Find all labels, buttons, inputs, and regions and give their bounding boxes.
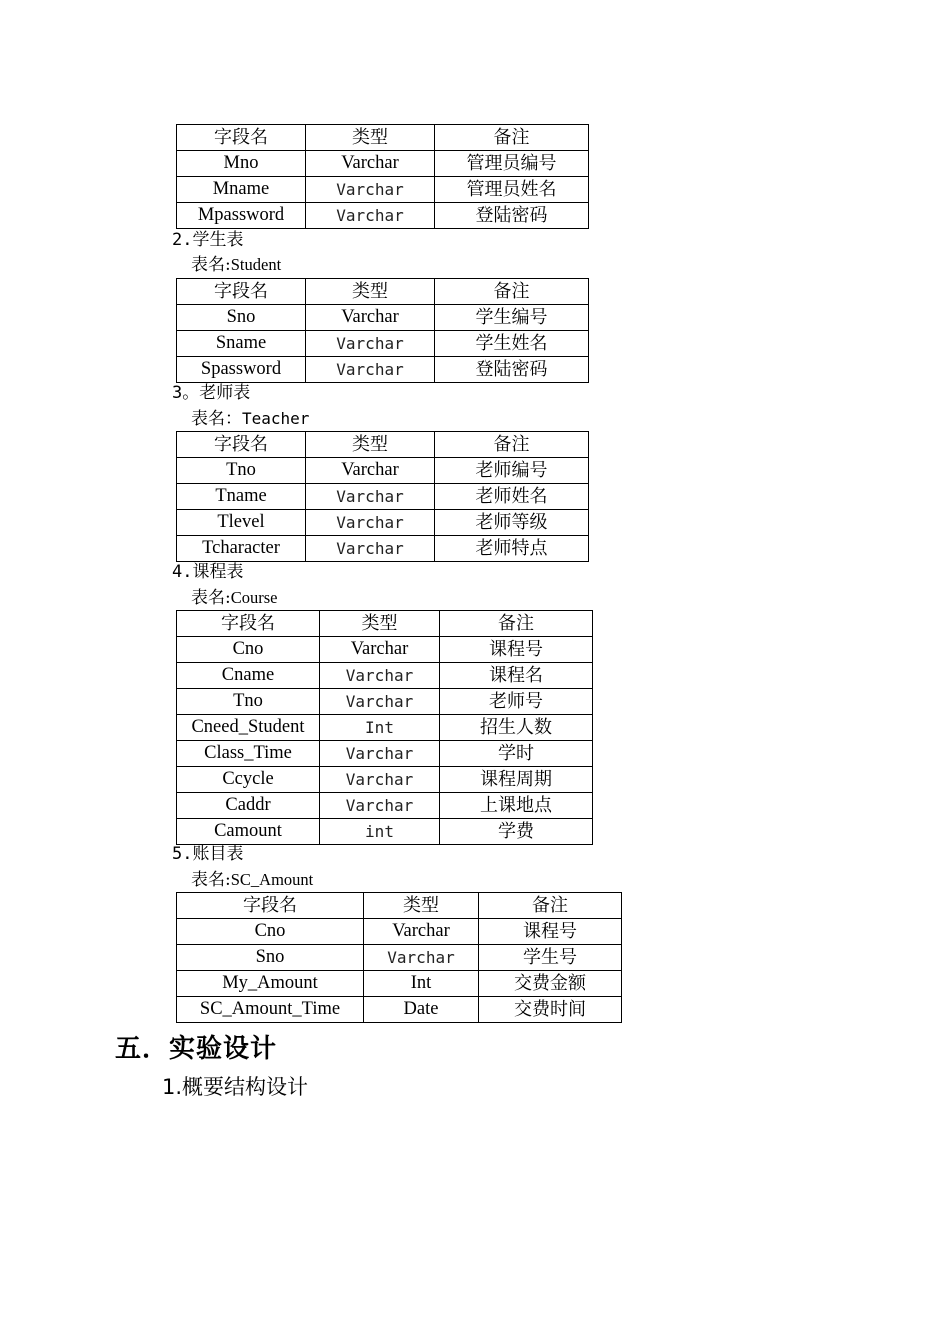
header-remark: 备注 <box>435 432 589 458</box>
header-type: 类型 <box>306 432 435 458</box>
type-cell: Varchar <box>320 637 440 663</box>
table-name-value: SC_Amount <box>230 870 314 889</box>
type-cell: Varchar <box>364 919 479 945</box>
section-title-student: 2.学生表 <box>172 230 244 250</box>
field-name-cell: Tlevel <box>177 510 306 536</box>
field-name-cell: Cno <box>177 919 364 945</box>
type-cell: Date <box>364 997 479 1023</box>
header-remark: 备注 <box>479 893 622 919</box>
header-field-name: 字段名 <box>177 125 306 151</box>
header-remark: 备注 <box>440 611 593 637</box>
section-title-teacher: 3。老师表 <box>172 383 251 403</box>
table-row <box>177 458 589 484</box>
header-remark: 备注 <box>435 125 589 151</box>
remark-cell: 管理员编号 <box>435 151 589 177</box>
remark-cell: 登陆密码 <box>435 357 589 383</box>
type-cell: Varchar <box>320 689 440 715</box>
account-table <box>176 892 622 1023</box>
remark-cell: 登陆密码 <box>435 203 589 229</box>
section-title-course: 4.课程表 <box>172 562 244 582</box>
header-field-name: 字段名 <box>177 432 306 458</box>
table-row <box>177 151 589 177</box>
remark-cell: 学费 <box>440 819 593 845</box>
type-cell: Varchar <box>364 945 479 971</box>
remark-cell: 管理员姓名 <box>435 177 589 203</box>
type-cell: Varchar <box>306 203 435 229</box>
remark-cell: 老师特点 <box>435 536 589 562</box>
table-row <box>177 484 589 510</box>
header-field-name: 字段名 <box>177 611 320 637</box>
teacher-table <box>176 431 589 562</box>
table-row <box>177 203 589 229</box>
table-header-row <box>177 125 589 151</box>
table-name-student <box>191 254 281 276</box>
table-row <box>177 793 593 819</box>
table-row <box>177 971 622 997</box>
table-row <box>177 305 589 331</box>
type-cell: Int <box>320 715 440 741</box>
field-name-cell: Tname <box>177 484 306 510</box>
type-cell: Varchar <box>320 793 440 819</box>
field-name-cell: Cname <box>177 663 320 689</box>
table-header-row <box>177 279 589 305</box>
type-cell: Varchar <box>306 331 435 357</box>
field-name-cell: Tno <box>177 689 320 715</box>
field-name-cell: My_Amount <box>177 971 364 997</box>
table-name-label: 表名: <box>191 588 231 608</box>
header-field-name: 字段名 <box>177 279 306 305</box>
table-row <box>177 510 589 536</box>
type-cell: Varchar <box>320 767 440 793</box>
remark-cell: 老师等级 <box>435 510 589 536</box>
remark-cell: 老师号 <box>440 689 593 715</box>
table-row <box>177 689 593 715</box>
field-name-cell: Mpassword <box>177 203 306 229</box>
field-name-cell: Class_Time <box>177 741 320 767</box>
table-row <box>177 819 593 845</box>
field-name-cell: Mno <box>177 151 306 177</box>
remark-cell: 交费金额 <box>479 971 622 997</box>
header-type: 类型 <box>306 279 435 305</box>
remark-cell: 招生人数 <box>440 715 593 741</box>
table-name-teacher <box>191 408 309 430</box>
field-name-cell: Tno <box>177 458 306 484</box>
remark-cell: 课程周期 <box>440 767 593 793</box>
type-cell: Varchar <box>306 177 435 203</box>
table-row <box>177 663 593 689</box>
remark-cell: 学生号 <box>479 945 622 971</box>
type-cell: Varchar <box>306 536 435 562</box>
type-cell: Varchar <box>306 458 435 484</box>
remark-cell: 学生姓名 <box>435 331 589 357</box>
table-row <box>177 997 622 1023</box>
table-header-row <box>177 893 622 919</box>
type-cell: Varchar <box>306 305 435 331</box>
table-row <box>177 741 593 767</box>
header-type: 类型 <box>306 125 435 151</box>
remark-cell: 上课地点 <box>440 793 593 819</box>
type-cell: Varchar <box>306 357 435 383</box>
section-title-account: 5.账目表 <box>172 844 244 864</box>
field-name-cell: Spassword <box>177 357 306 383</box>
field-name-cell: Sname <box>177 331 306 357</box>
header-field-name: 字段名 <box>177 893 364 919</box>
type-cell: Varchar <box>320 663 440 689</box>
table-name-label: 表名: <box>191 255 231 275</box>
type-cell: Varchar <box>320 741 440 767</box>
remark-cell: 学时 <box>440 741 593 767</box>
table-row <box>177 919 622 945</box>
header-type: 类型 <box>320 611 440 637</box>
remark-cell: 课程名 <box>440 663 593 689</box>
table-row <box>177 536 589 562</box>
field-name-cell: Mname <box>177 177 306 203</box>
table-row <box>177 945 622 971</box>
table-header-row <box>177 432 589 458</box>
field-name-cell: Camount <box>177 819 320 845</box>
subheading: 1.概要结构设计 <box>162 1075 309 1099</box>
table-row <box>177 357 589 383</box>
table-row <box>177 767 593 793</box>
table-name-value: Teacher <box>242 409 310 428</box>
field-name-cell: Sno <box>177 945 364 971</box>
table-row <box>177 715 593 741</box>
manager-table <box>176 124 589 229</box>
table-name-account <box>191 869 313 891</box>
remark-cell: 学生编号 <box>435 305 589 331</box>
field-name-cell: Caddr <box>177 793 320 819</box>
table-name-label: 表名： <box>191 409 242 429</box>
field-name-cell: Sno <box>177 305 306 331</box>
field-name-cell: Ccycle <box>177 767 320 793</box>
table-row <box>177 637 593 663</box>
type-cell: Varchar <box>306 510 435 536</box>
remark-cell: 课程号 <box>440 637 593 663</box>
type-cell: Varchar <box>306 484 435 510</box>
course-table <box>176 610 593 845</box>
table-name-value: Course <box>230 588 278 607</box>
field-name-cell: Tcharacter <box>177 536 306 562</box>
table-name-value: Student <box>230 255 282 274</box>
header-remark: 备注 <box>435 279 589 305</box>
table-row <box>177 177 589 203</box>
table-header-row <box>177 611 593 637</box>
remark-cell: 老师姓名 <box>435 484 589 510</box>
remark-cell: 老师编号 <box>435 458 589 484</box>
student-table <box>176 278 589 383</box>
table-row <box>177 331 589 357</box>
remark-cell: 交费时间 <box>479 997 622 1023</box>
type-cell: int <box>320 819 440 845</box>
chapter-heading: 五．实验设计 <box>115 1034 278 1064</box>
table-name-course <box>191 587 277 609</box>
type-cell: Int <box>364 971 479 997</box>
header-type: 类型 <box>364 893 479 919</box>
table-name-label: 表名: <box>191 870 231 890</box>
type-cell: Varchar <box>306 151 435 177</box>
remark-cell: 课程号 <box>479 919 622 945</box>
field-name-cell: Cneed_Student <box>177 715 320 741</box>
field-name-cell: SC_Amount_Time <box>177 997 364 1023</box>
field-name-cell: Cno <box>177 637 320 663</box>
